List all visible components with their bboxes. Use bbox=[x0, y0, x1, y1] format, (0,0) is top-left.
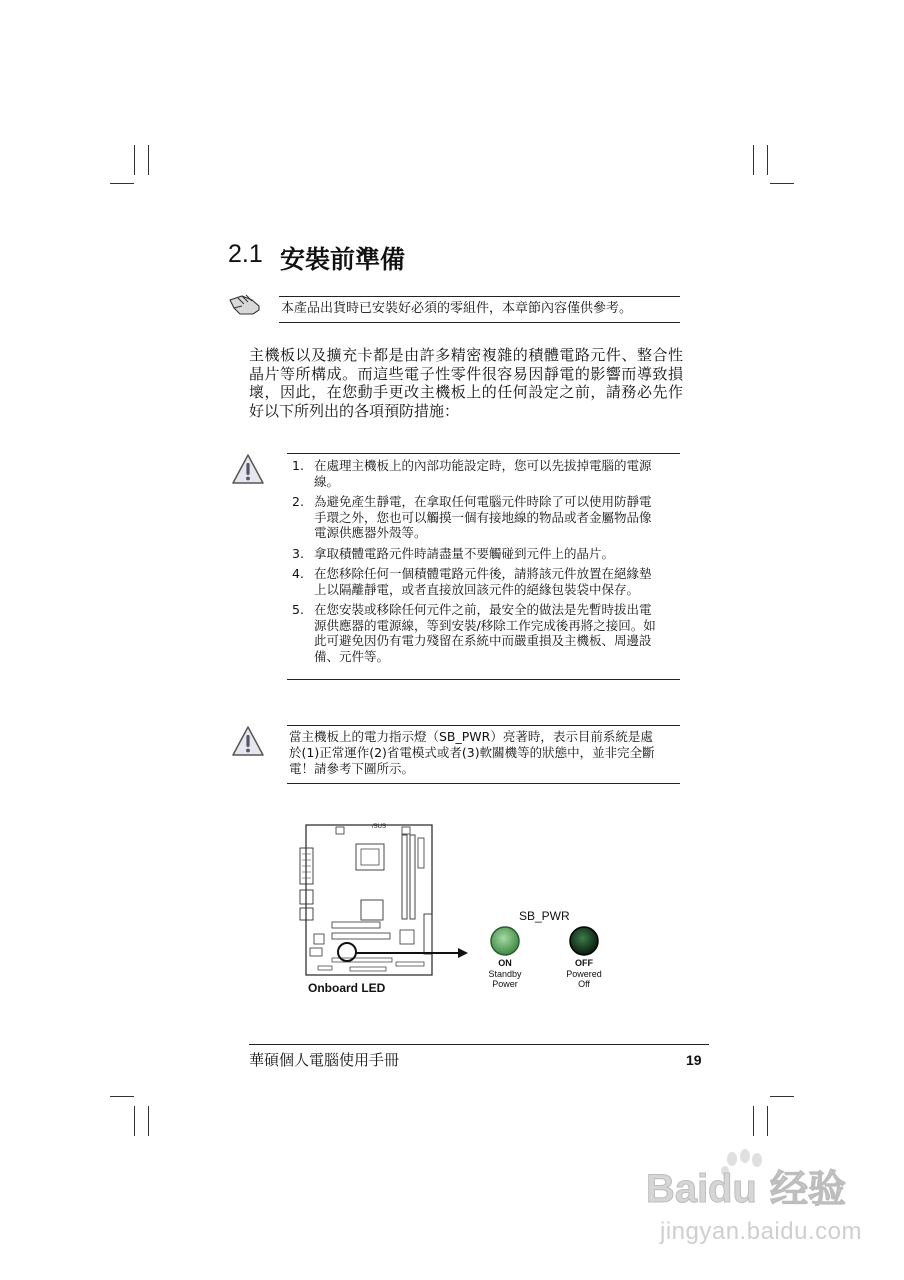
led-off-desc-line2: Off bbox=[578, 979, 590, 989]
caution-list bbox=[290, 458, 662, 669]
list-item-text: 為避免產生靜電，在拿取任何電腦元件時除了可以使用防靜電手環之外，您也可以觸摸一個有接地線的物品或者金屬物品像電源供應器外殼等。 bbox=[314, 494, 652, 540]
led-on-desc-line1: Standby bbox=[488, 969, 522, 979]
crop-mark bbox=[770, 1096, 794, 1097]
motherboard-diagram bbox=[296, 822, 476, 978]
list-item-text: 在您移除任何一個積體電路元件後，請將該元件放置在絕緣墊上以隔離靜電，或者直接放回該元件的絕緣包裝袋中保存。 bbox=[314, 566, 652, 597]
svg-text:du: du bbox=[708, 1167, 757, 1210]
list-item-number: 5. bbox=[292, 602, 304, 617]
list-item bbox=[290, 546, 662, 562]
list-item-number: 1. bbox=[292, 458, 304, 473]
crop-mark bbox=[148, 1106, 149, 1136]
list-item bbox=[290, 566, 662, 597]
baidu-watermark-logo bbox=[642, 1148, 857, 1210]
caution-power-text: 當主機板上的電力指示燈（SB_PWR）亮著時，表示目前系統是處於(1)正常運作(2)省電模式或者(3)軟關機等的狀態中，並非完全斷電！請參考下圖所示。 bbox=[289, 729, 655, 776]
crop-mark bbox=[767, 1106, 768, 1136]
led-on-desc-line2: Power bbox=[492, 979, 518, 989]
note-bottom-rule bbox=[279, 322, 680, 323]
led-off-indicator bbox=[568, 925, 600, 957]
board-logo: /SUS bbox=[372, 824, 387, 830]
crop-mark bbox=[134, 1106, 135, 1136]
note-top-rule bbox=[279, 296, 680, 297]
list-item bbox=[290, 602, 662, 664]
list-item-number: 4. bbox=[292, 566, 304, 581]
svg-text:经验: 经验 bbox=[770, 1167, 847, 1210]
crop-mark bbox=[767, 145, 768, 175]
svg-text:Bai: Bai bbox=[646, 1167, 709, 1210]
crop-mark bbox=[770, 183, 794, 184]
crop-mark bbox=[110, 183, 134, 184]
note-text: 本產品出貨時已安裝好必須的零組件，本章節內容僅供參考。 bbox=[281, 301, 633, 316]
figure-caption: Onboard LED bbox=[308, 981, 386, 995]
led-on-state: ON bbox=[498, 958, 512, 968]
caution-icon bbox=[230, 724, 266, 760]
crop-mark bbox=[753, 145, 754, 175]
led-label: SB_PWR bbox=[519, 909, 570, 923]
led-off-desc-line1: Powered bbox=[566, 969, 602, 979]
list-item bbox=[290, 494, 662, 541]
led-on-indicator bbox=[489, 925, 521, 957]
note-hand-icon bbox=[228, 292, 262, 318]
crop-mark bbox=[110, 1096, 134, 1097]
crop-mark bbox=[134, 145, 135, 175]
footer-rule bbox=[249, 1044, 709, 1045]
list-item bbox=[290, 458, 662, 489]
crop-mark bbox=[753, 1106, 754, 1136]
page-number: 19 bbox=[686, 1052, 702, 1068]
baidu-watermark-url: jingyan.baidu.com bbox=[660, 1218, 862, 1245]
section-title: 安裝前準備 bbox=[280, 245, 406, 274]
footer-title: 華碩個人電腦使用手冊 bbox=[249, 1051, 400, 1069]
list-item-text: 在您安裝或移除任何元件之前，最安全的做法是先暫時拔出電源供應器的電源線，等到安裝/移除工作完成後再將之接回。如此可避免因仍有電力殘留在系統中而嚴重損及主機板、周邊設備、元件等。 bbox=[314, 602, 656, 664]
caution-icon bbox=[230, 452, 266, 488]
list-item-number: 3. bbox=[292, 545, 304, 561]
list-item-text: 拿取積體電路元件時請盡量不要觸碰到元件上的晶片。 bbox=[314, 545, 615, 561]
led-off-state: OFF bbox=[575, 958, 593, 968]
caution-top-rule bbox=[287, 453, 680, 454]
caution2-bottom-rule bbox=[287, 783, 680, 784]
list-item-text: 在處理主機板上的內部功能設定時，您可以先拔掉電腦的電源線。 bbox=[314, 458, 652, 489]
list-item-number: 2. bbox=[292, 494, 304, 509]
caution-bottom-rule bbox=[287, 679, 680, 680]
crop-mark bbox=[148, 145, 149, 175]
caution2-top-rule bbox=[287, 725, 680, 726]
intro-paragraph: 主機板以及擴充卡都是由許多精密複雜的積體電路元件、整合性晶片等所構成。而這些電子性零件很容易因靜電的影響而導致損壞，因此，在您動手更改主機板上的任何設定之前，請務必先作好以下所列出的各項預防措施： bbox=[249, 346, 683, 420]
section-number: 2.1 bbox=[228, 240, 263, 268]
